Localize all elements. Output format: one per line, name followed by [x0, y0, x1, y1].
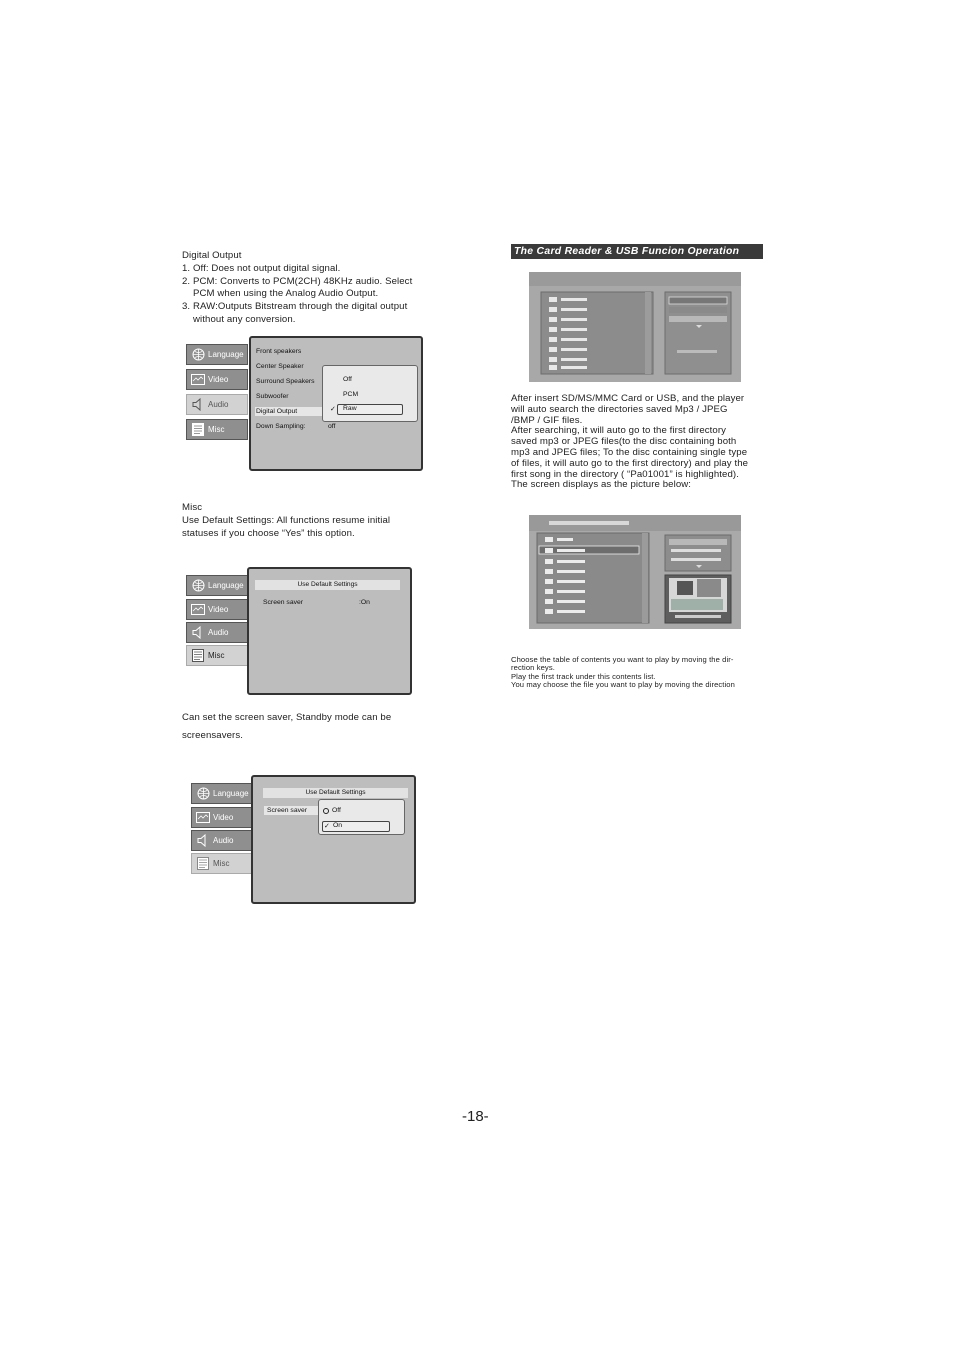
sidebar-item-audio[interactable]	[186, 622, 248, 643]
screensaver-line: screensavers.	[182, 729, 244, 741]
menu-item-screen-saver[interactable]: Screen saver	[264, 806, 322, 815]
sidebar-item-label: Audio	[208, 628, 229, 637]
video-icon	[191, 603, 205, 616]
note-line: Play the first track under this contents list.	[511, 671, 656, 681]
sidebar-item-label: Video	[213, 813, 234, 822]
globe-icon	[191, 579, 205, 592]
description-line: After insert SD/MS/MMC Card or USB, and the player	[511, 393, 745, 404]
speaker-icon	[196, 834, 210, 847]
video-icon	[196, 811, 210, 824]
sidebar-item-video[interactable]	[186, 369, 248, 390]
description-line: will auto search the directories saved Mp3 / JPEG	[511, 403, 728, 415]
sidebar-item-video[interactable]	[186, 599, 248, 620]
description-line: After searching, it will auto go to the first directory	[511, 425, 727, 437]
sidebar-item-language[interactable]	[191, 783, 253, 804]
misc-text	[182, 502, 390, 540]
sidebar-item-label: Language	[208, 350, 244, 359]
misc-line: statuses if you choose “Yes” this option.	[182, 527, 355, 539]
menu-item-down-sampling[interactable]: Down Sampling:	[256, 423, 306, 430]
option-off[interactable]: Off	[343, 376, 352, 383]
digital-output-popup	[322, 365, 418, 422]
check-icon: ✓	[330, 406, 336, 413]
misc-title: Misc	[182, 502, 203, 513]
audio-menu-panel	[249, 336, 423, 471]
screen-saver-value: :On	[359, 599, 370, 606]
description-line: mp3 and JPEG files; To the disc containing single type	[511, 446, 748, 458]
menu-item-screen-saver[interactable]: Screen saver	[263, 599, 304, 606]
sidebar-item-misc[interactable]	[191, 853, 253, 874]
use-default-settings-bar[interactable]: Use Default Settings	[263, 788, 408, 798]
misc-menu-panel	[247, 567, 412, 695]
card-reader-screenshot	[529, 272, 741, 382]
note-line: You may choose the file you want to play by moving the direction	[511, 680, 735, 690]
card-reader-description	[511, 394, 748, 491]
description-line: saved mp3 or JPEG files(to the disc containing both	[511, 436, 737, 448]
misc-line: Use Default Settings: All functions resume initial	[182, 514, 391, 526]
sidebar-item-label: Language	[208, 581, 244, 590]
screensaver-text	[182, 712, 391, 743]
sidebar-item-label: Video	[208, 605, 229, 614]
check-icon: ✓	[324, 823, 330, 830]
sidebar-item-language[interactable]	[186, 344, 248, 365]
sidebar-item-label: Misc	[208, 651, 225, 660]
digital-output-line: 2. PCM: Converts to PCM(2CH) 48KHz audio. Select	[182, 275, 413, 287]
description-line: first song in the directory ( “Pa01001” is highlighted).	[511, 468, 739, 480]
note-line: Choose the table of contents you want to play by moving the dir-	[511, 655, 734, 664]
digital-output-line: 3. RAW:Outputs Bitstream through the digital output	[182, 301, 408, 313]
menu-item-digital-output[interactable]: Digital Output	[255, 407, 327, 416]
globe-icon	[191, 348, 205, 361]
sidebar-item-label: Language	[213, 789, 249, 798]
menu-item-front-speakers[interactable]: Front speakers	[256, 348, 302, 355]
sidebar-item-label: Audio	[213, 836, 234, 845]
description-line: The screen displays as the picture below:	[511, 479, 692, 491]
note-line: rection keys.	[511, 663, 555, 673]
navigation-notes	[511, 656, 735, 690]
globe-icon	[196, 787, 210, 800]
speaker-icon	[191, 626, 205, 639]
screen-saver-menu-panel	[251, 775, 416, 904]
sidebar-item-misc[interactable]	[186, 419, 248, 440]
use-default-settings-bar[interactable]: Use Default Settings	[255, 580, 400, 590]
speaker-icon	[191, 398, 205, 411]
digital-output-title: Digital Output	[182, 250, 242, 261]
video-icon	[191, 373, 205, 386]
digital-output-text	[182, 250, 412, 327]
radio-icon	[323, 808, 329, 814]
sidebar-item-misc[interactable]	[186, 645, 248, 666]
description-line: of files, it will auto go to the first directory) and play the	[511, 457, 749, 469]
option-pcm[interactable]: PCM	[343, 391, 359, 398]
sidebar-item-audio[interactable]	[186, 394, 248, 415]
screensaver-line: Can set the screen saver, Standby mode can be	[182, 712, 392, 723]
down-sampling-value: off	[328, 423, 336, 430]
section-heading: The Card Reader & USB Funcion Operation	[511, 244, 763, 259]
sidebar-item-label: Video	[208, 375, 229, 384]
sidebar-item-label: Misc	[213, 859, 230, 868]
sidebar-item-audio[interactable]	[191, 830, 253, 851]
menu-item-subwoofer[interactable]: Subwoofer	[256, 393, 289, 400]
digital-output-line: PCM when using the Analog Audio Output.	[193, 288, 379, 300]
screen-saver-popup	[318, 799, 405, 835]
document-icon	[191, 423, 205, 436]
document-icon	[191, 649, 205, 662]
sidebar-item-label: Audio	[208, 400, 229, 409]
description-line: /BMP / GIF files.	[511, 414, 583, 426]
sidebar-item-label: Misc	[208, 425, 225, 434]
menu-item-surround-speakers[interactable]: Surround Speakers	[256, 378, 315, 385]
digital-output-line: 1. Off: Does not output digital signal.	[182, 262, 341, 274]
option-raw[interactable]: Raw	[343, 405, 357, 412]
sidebar-item-language[interactable]	[186, 575, 248, 596]
option-off[interactable]: Off	[332, 807, 341, 814]
jpeg-browser-screenshot	[529, 515, 741, 629]
page-number: -18-	[462, 1108, 489, 1125]
sidebar-item-video[interactable]	[191, 807, 253, 828]
digital-output-line: without any conversion.	[193, 313, 296, 325]
menu-item-center-speaker[interactable]: Center Speaker	[256, 363, 304, 370]
option-on[interactable]: On	[333, 822, 343, 829]
document-icon	[196, 857, 210, 870]
